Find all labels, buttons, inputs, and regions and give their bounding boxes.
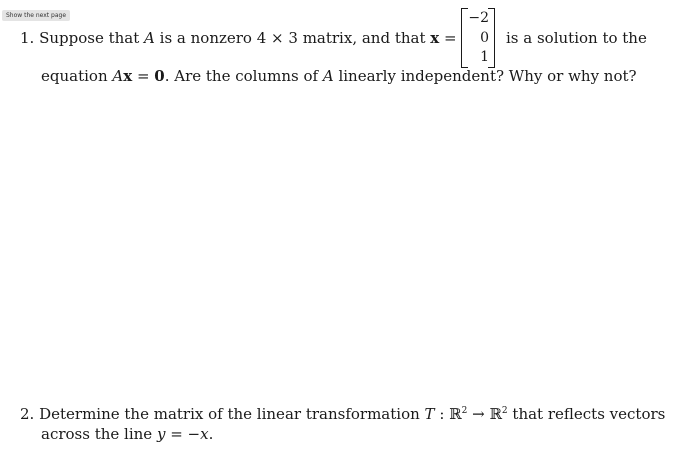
transformation-variable-T: T	[424, 405, 435, 423]
right-bracket	[488, 8, 495, 68]
matrix-variable-A: A	[322, 67, 334, 85]
problem-1-line-1-end	[506, 29, 647, 47]
problem-1-text: equation	[41, 67, 113, 85]
vector-entry-3: 1	[480, 49, 489, 65]
arrow-symbol: →	[467, 405, 490, 423]
problem-2-text: that reflects vectors	[507, 405, 666, 423]
problem-1-number: 1.	[20, 29, 35, 47]
matrix-variable-A: A	[144, 29, 155, 47]
problem-1-text: linearly independent? Why or why not?	[333, 67, 637, 85]
equals-negative: = −	[165, 425, 201, 443]
problem-1-text: . Are the columns of	[164, 67, 323, 85]
problem-2-text: across the line	[41, 425, 157, 443]
vector-variable-x: x	[430, 29, 440, 47]
show-next-page-button[interactable]: Show the next page	[2, 10, 70, 21]
equals-sign: =	[439, 29, 457, 47]
zero-vector: 0	[154, 67, 165, 85]
variable-x: x	[200, 425, 209, 443]
domain-exponent: 2	[461, 406, 468, 416]
problem-1-text: is a solution to the	[506, 29, 647, 47]
column-vector	[461, 8, 495, 67]
vector-variable-x: x	[123, 67, 133, 85]
problem-2-line-2	[41, 425, 213, 443]
problem-1-text: Suppose that	[39, 29, 145, 47]
colon: :	[434, 405, 450, 423]
problem-1-line-1	[20, 29, 457, 47]
problem-1-line-2	[41, 67, 637, 85]
equals-sign: =	[132, 67, 155, 85]
period: .	[208, 425, 214, 443]
problem-2-text: Determine the matrix of the linear transformation	[39, 405, 425, 423]
variable-y: y	[156, 425, 166, 443]
matrix-variable-A: A	[112, 67, 124, 85]
vector-entry-1: −2	[468, 10, 489, 26]
real-space-domain: ℝ	[449, 405, 462, 423]
problem-2-line-1	[20, 405, 665, 423]
problem-1-text: is a nonzero 4 × 3 matrix, and that	[154, 29, 431, 47]
real-space-codomain: ℝ	[489, 405, 502, 423]
codomain-exponent: 2	[501, 406, 508, 416]
problem-2-number: 2.	[20, 405, 35, 423]
vector-entry-2: 0	[480, 30, 489, 46]
